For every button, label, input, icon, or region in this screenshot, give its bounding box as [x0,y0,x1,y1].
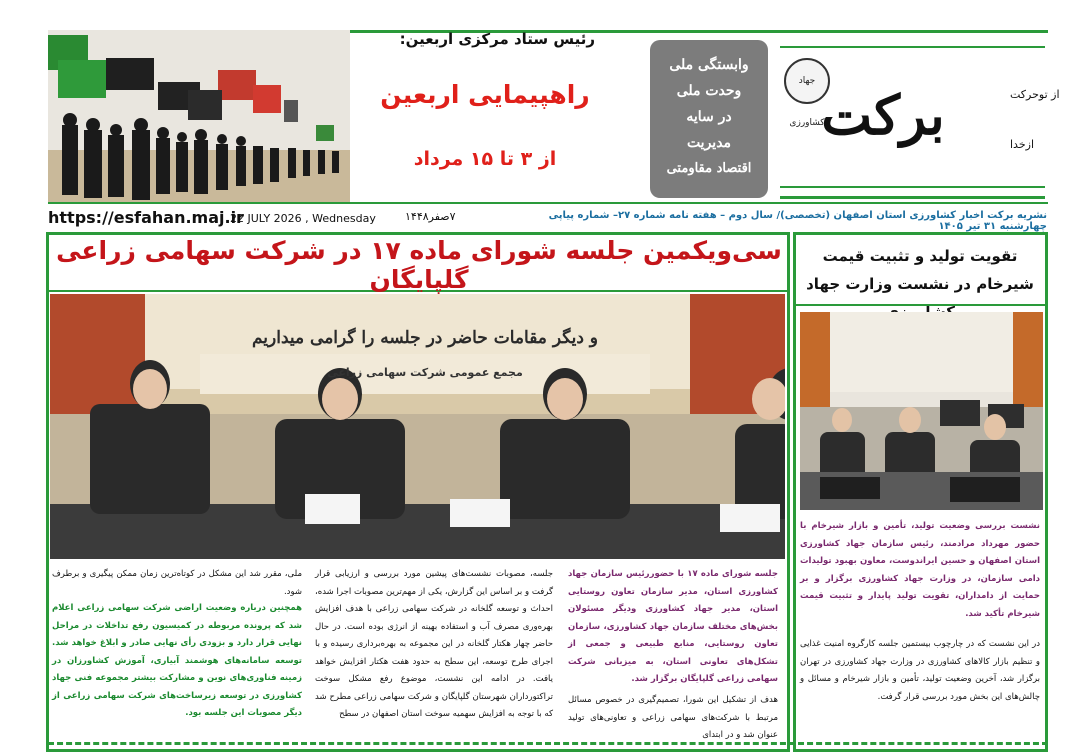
issue-info: نشریه برکت اخبار کشاورزی استان اصفهان (تخصصی)/ سال دوم – هفته نامه شماره ۲۷– شماره پیاپی چهارشنبه ۳۱ تیر ۱۴۰۵ [548,210,1047,232]
site-url-link[interactable]: https://esfahan.maj.ir [48,208,244,227]
slogan-line: وابستگی ملی [669,57,749,73]
headline-main: راهپیمایی اربعین [380,80,590,109]
brand-side-text-top: از توحرکت [1010,88,1060,101]
brand-side-text-bottom: ازخدا [1010,138,1034,151]
main-col-middle: جلسه، مصوبات نشست‌های پیشین مورد بررسی و ارزیابی قرار گرفت و بر اساس این گزارش، یکی از مهم‌ترین مصوبات اجرا شده، احداث و توسعه گلخانه در شرکت سهامی زراعی با هدف افزایش بهره‌وری مصرف آب و استفاده بهینه از انرژی بوده است. در حال حاضر چهار هکتار گلخانه در این مجموعه به بهره‌برداری رسیده و با اجرای طرح توسعه، این سطح به حدود هفت هکتار افزایش خواهد یافت. در ادامه این نشست، موضوع رفع مشکل سوخت تراکتورداران شهرستان گلپایگان و شرکت سهامی زراعی مطرح شد که با توجه به افزایش سهمیه سوخت استان اصفهان در سطح [315,569,553,719]
ministry-meeting-photo [800,312,1043,510]
headline-label: رئیس ستاد مرکزی اربعین: [399,30,595,48]
side-article-title: تقویت تولید و تثبیت قیمت شیرخام در نشست وزارت جهاد [806,247,1034,293]
slogan-line: اقتصاد مقاومتی [666,161,752,176]
slogan-line: وحدت ملی [676,83,742,99]
side-title-rule [796,304,1046,306]
main-col-right-tail: هدف از تشکیل این شورا، تصمیم‌گیری در خصوص مسائل مرتبط با شرکت‌های سهامی زراعی و تعاونی‌های تولید عنوان شد و در ابتدای [568,695,778,740]
side-article-body: در این نشست که در چارچوب بیستمین جلسه کارگروه امنیت غذایی و تنظیم بازار کالاهای کشاورزی در وزارت جهاد کشاورزی در تهران برگزار شد، آخرین وضعیت تولید، تأمین و بازار شیرخام و مسائل و چالش‌های این بخش مورد بررسی قرار گرفت. [800,639,1040,702]
masthead-rule-3 [780,196,1045,199]
ministry-meeting-graphic [800,312,1043,510]
bottom-dashed-rule [48,742,1048,745]
info-rule [48,202,1048,204]
arbaeen-photo-graphic [48,30,350,202]
slogan-plaque [650,40,768,198]
date-hijri: ۷صفر۱۴۴۸ [405,210,456,223]
main-col-right-lead: جلسه شورای ماده ۱۷ با حضوررئیس سازمان جهاد کشاورزی استان، مدیر سازمان تعاون روستایی استان، مدیر جهاد کشاورزی ودیگر مسئولان بخش‌های مختلف سازمان جهاد کشاورزی، سازمان تعاون روستایی، منابع طبیعی و جمعی از تشکل‌های تعاونی استان، به میزبانی شرکت سهامی زراعی گلپایگان برگزار شد. [568,569,778,684]
slogan-line: مدیریت [686,135,732,151]
masthead-rule-2 [780,186,1045,188]
brand-title: برکت [821,83,945,147]
side-article-lead: نشست بررسی وضعیت تولید، تأمین و بازار شیرخام با حضور مهرداد مرادمند، رئیس سازمان جهاد کشاورزی استان اصفهان و حسین ایراندوست، معاون بهبود تولیدات دامی سازمان، در وزارت جهاد کشاورزی برگزار و بر حمایت از دامداران، تقویت تولید پایدار و تثبیت قیمت شیرخام تأکید شد. [800,521,1040,619]
main-col-left: همچنین درباره وضعیت اراضی شرکت سهامی زراعی اعلام شد که پرونده مربوطه در کمیسیون رفع تداخلات در مراحل نهایی قرار دارد و بزودی رأی نهایی صادر و ابلاغ خواهد شد. توسعه سامانه‌های هوشمند آبیاری، آموزش کشاورزان در زمینه فناوری‌های نوین و مشارکت بیشتر مجموعه فنی جهاد کشاورزی در توسعه زیرساخت‌های شرکت سهامی زراعی از دیگر مصوبات این جلسه بود. [52,603,302,718]
masthead-rule-1 [780,46,1045,48]
logo-text: جهاد کشاورزی [789,76,825,128]
banner-text-secondary: مجمع عمومی شرکت سهامی زراعی [327,366,523,379]
slogan-line: در سایه [686,109,732,125]
headline-sub: از ۳ تا ۱۵ مرداد [413,148,557,170]
arbaeen-photo [48,30,350,202]
banner-text: و دیگر مقامات حاضر در جلسه را گرامی میداریم [251,328,599,348]
main-article-title: سی‌ویکمین جلسه شورای ماده ۱۷ در شرکت سهامی زراعی گلپایگان [56,236,782,294]
main-col-left-top: ملی، مقرر شد این مشکل در کوتاه‌ترین زمان ممکن پیگیری و برطرف شود. [52,569,302,597]
meeting-photo [50,294,785,559]
date-gregorian: 22 JULY 2026 , Wednesday [230,212,376,225]
